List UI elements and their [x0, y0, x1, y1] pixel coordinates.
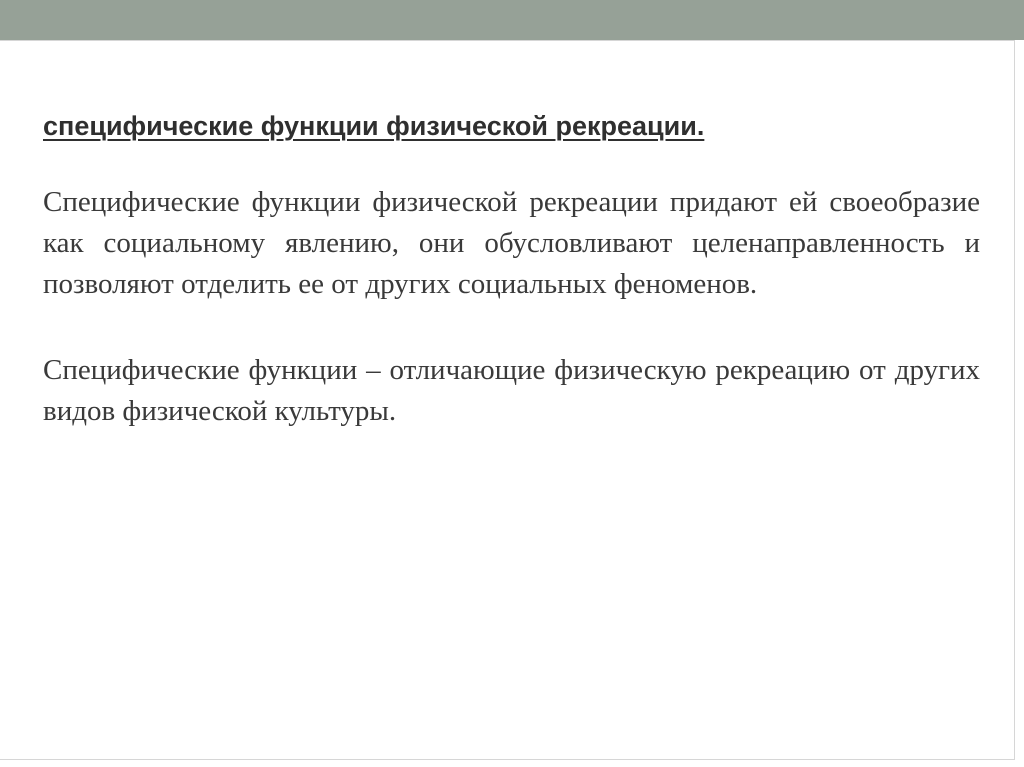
slide-heading: специфические функции физической рекреации.	[43, 111, 705, 141]
paragraph-1: Специфические функции физической рекреации придают ей своеобразие как социальному явлению, они обусловливают целенаправленность и позволяют отделить ее от других социальных феноменов.	[43, 186, 980, 300]
top-band	[0, 0, 1024, 40]
slide-content	[43, 108, 980, 477]
paragraph-2: Специфические функции – отличающие физическую рекреацию от других видов физической культуры.	[43, 354, 980, 427]
